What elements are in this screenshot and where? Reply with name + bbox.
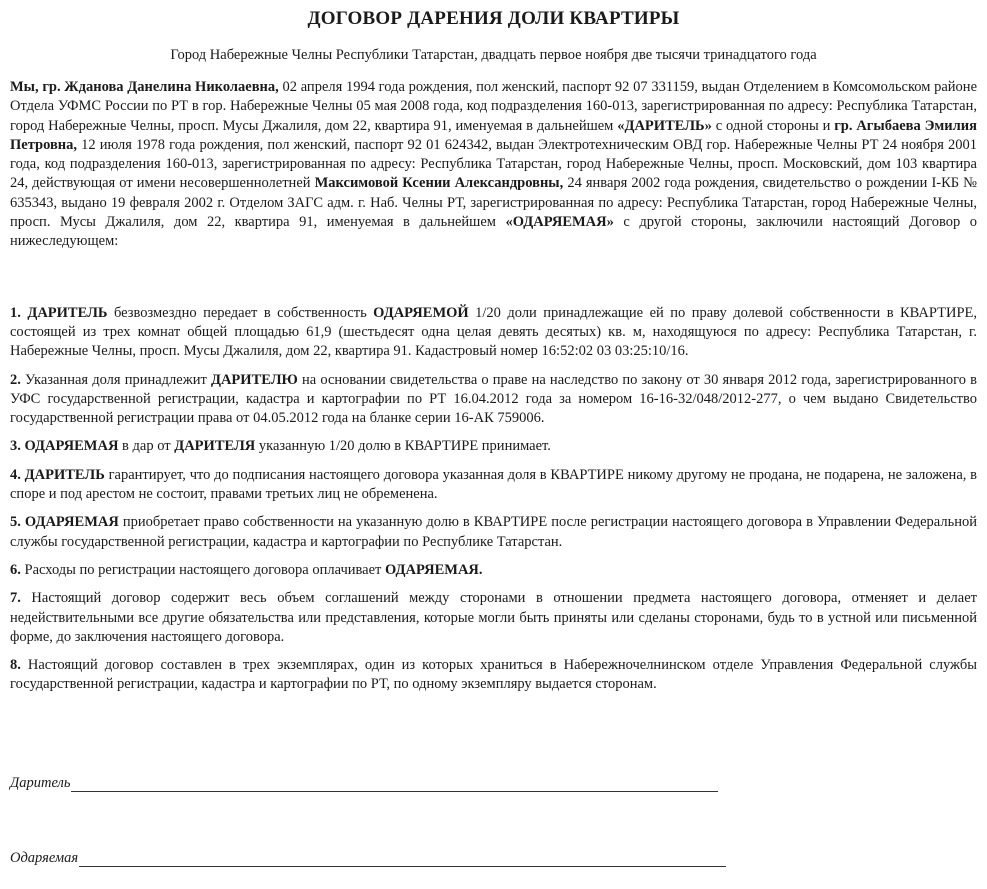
clause-number: 8.	[10, 657, 21, 674]
document-title: ДОГОВОР ДАРЕНИЯ ДОЛИ КВАРТИРЫ	[307, 8, 680, 29]
intro-text-5: с другой стороны, заключили настоящий Договор о нижеследующем:	[10, 214, 977, 250]
clause-8	[10, 656, 977, 695]
clause-4	[10, 466, 977, 505]
intro-text-1: 02 апреля 1994 года рождения, пол женский, паспорт 92 07 331159, выдан Отделением в Комсомольском районе Отдела УФМС России по РТ в гор. Набережные Челны 05 мая 2008 года, код подразделения 160-013, зарегистрированная по адресу: Республика Татарстан, город Набережные Челны, просп. Мусы Джалиля, дом 22, квартира 91, именуемая в дальнейшем	[10, 79, 978, 134]
clause-bold: ДАРИТЕЛЮ	[210, 371, 298, 388]
recipient-signature-line	[10, 850, 726, 867]
clause-text: гарантирует, что до подписания настоящего договора указанная доля в КВАРТИРЕ никому другому не продана, не подарена, не заложена, в споре и под арестом не состоит, правами третьих лиц не обременена.	[10, 466, 978, 503]
clause-text: безвозмездно передает в собственность	[107, 304, 374, 321]
clause-text: Расходы по регистрации настоящего договора оплачивает	[20, 561, 385, 578]
minor-name: Максимовой Ксении Александровны,	[314, 175, 564, 192]
donor-name: Мы, гр. Жданова Данелина Николаевна,	[10, 79, 279, 95]
clause-6	[10, 561, 977, 580]
signature-underline	[79, 852, 726, 867]
intro-text-3: 12 июля 1978 года рождения, пол женский, паспорт 92 01 624342, выдан Электротехническим ОВД гор. Набережные Челны РТ 24 ноября 2001 года, код подразделения 160-013, зарегистрированная по адресу: Республика Татарстан, город Набережные Челны, просп. Московский, дом 103 квартира 24, действующая от имени несовершеннолетней	[10, 136, 977, 192]
recipient-signature-label: Одаряемая	[10, 850, 79, 866]
clause-3	[10, 437, 977, 456]
clause-text: 1/20 доли принадлежащие ей по праву долевой собственности в КВАРТИРЕ, состоящей из трех комнат общей площадью 61,9 (шестьдесят одна целая девять десятых) кв. м, находящуюся по адресу: Республика Татарстан, г. Набережные Челны, просп. Мусы Джалиля, дом 22, квартира 91. Кадастровый номер 16:52:02 03 03:25:10/16.	[10, 304, 978, 360]
clause-text: на основании свидетельства о праве на наследство по закону от 30 января 2012 года, зарегистрированного в УФС государственной регистрации, кадастра и картографии по РТ 16.04.2012 года за номером 16-16-32/048/2012-277, о чем выдано Свидетельство государственной регистрации права от 04.05.2012 года на бланке серии 16-АК 759006.	[10, 371, 977, 427]
recipient-term: «ОДАРЯЕМАЯ»	[505, 214, 614, 231]
representative-name: гр. Агыбаева Эмилия Петровна,	[10, 117, 977, 153]
clause-bold: ДАРИТЕЛЬ	[27, 304, 108, 321]
clause-bold: ДАРИТЕЛЯ	[174, 438, 256, 455]
clause-text: приобретает право собственности на указанную долю в КВАРТИРЕ после регистрации настоящего договора в Управлении Федеральной службы государственной регистрации, кадастра и картографии по Республике Татарстан.	[10, 514, 977, 550]
clause-bold: ОДАРЯЕМАЯ	[24, 514, 119, 531]
clause-number: 7.	[10, 590, 21, 607]
intro-text-4: 24 января 2002 года рождения, свидетельство о рождении I-КБ № 635343, выдано 19 февраля 2002 г. Отделом ЗАГС адм. г. Наб. Челны РТ, зарегистрированная по адресу: Республика Татарстан, город Набережные Челны, просп. Мусы Джалиля, дом 22, квартира 91, именуемая в дальнейшем	[10, 175, 977, 231]
clause-1	[10, 304, 977, 362]
clause-number: 6.	[10, 561, 21, 578]
clause-5	[10, 513, 977, 552]
clause-bold: ОДАРЯЕМАЯ	[24, 438, 119, 455]
clause-text: Настоящий договор составлен в трех экземплярах, один из которых храниться в Набережночелнинском отделе Управления Федеральной службы государственной регистрации, кадастра и картографии по РТ, по одному экземпляру выдается сторонам.	[10, 657, 977, 693]
intro-paragraph	[10, 78, 977, 252]
clause-number: 5.	[10, 514, 21, 531]
signature-underline	[71, 777, 718, 792]
clause-text: Настоящий договор содержит весь объем соглашений между сторонами в отношении предмета настоящего договора, отменяет и делает недействительными все другие обязательства или представления, которые могли быть приняты или сделаны сторонами, будь то в устной или письменной форме, до заключения настоящего договора.	[10, 590, 977, 645]
clause-number: 4.	[10, 466, 21, 483]
clause-number: 2.	[10, 371, 21, 388]
intro-text-2: с одной стороны и	[711, 117, 835, 134]
clause-bold: ДАРИТЕЛЬ	[24, 466, 105, 483]
clause-number: 1.	[10, 304, 21, 321]
clause-text: Указанная доля принадлежит	[20, 371, 211, 388]
clause-number: 3.	[10, 438, 21, 455]
clause-text: указанную 1/20 долю в КВАРТИРЕ принимает.	[255, 438, 551, 455]
donor-signature-label: Даритель	[10, 775, 71, 791]
clause-2	[10, 371, 977, 429]
donor-term: «ДАРИТЕЛЬ»	[617, 117, 712, 134]
clause-7	[10, 589, 977, 647]
donor-signature-line	[10, 775, 718, 792]
clauses-list	[10, 304, 977, 695]
clause-bold: ОДАРЯЕМОЙ	[373, 304, 469, 321]
place-date: Город Набережные Челны Республики Татарстан, двадцать первое ноября две тысячи тринадцатого года	[170, 47, 817, 63]
clause-text: в дар от	[118, 438, 175, 455]
clause-bold: ОДАРЯЕМАЯ.	[384, 561, 483, 578]
